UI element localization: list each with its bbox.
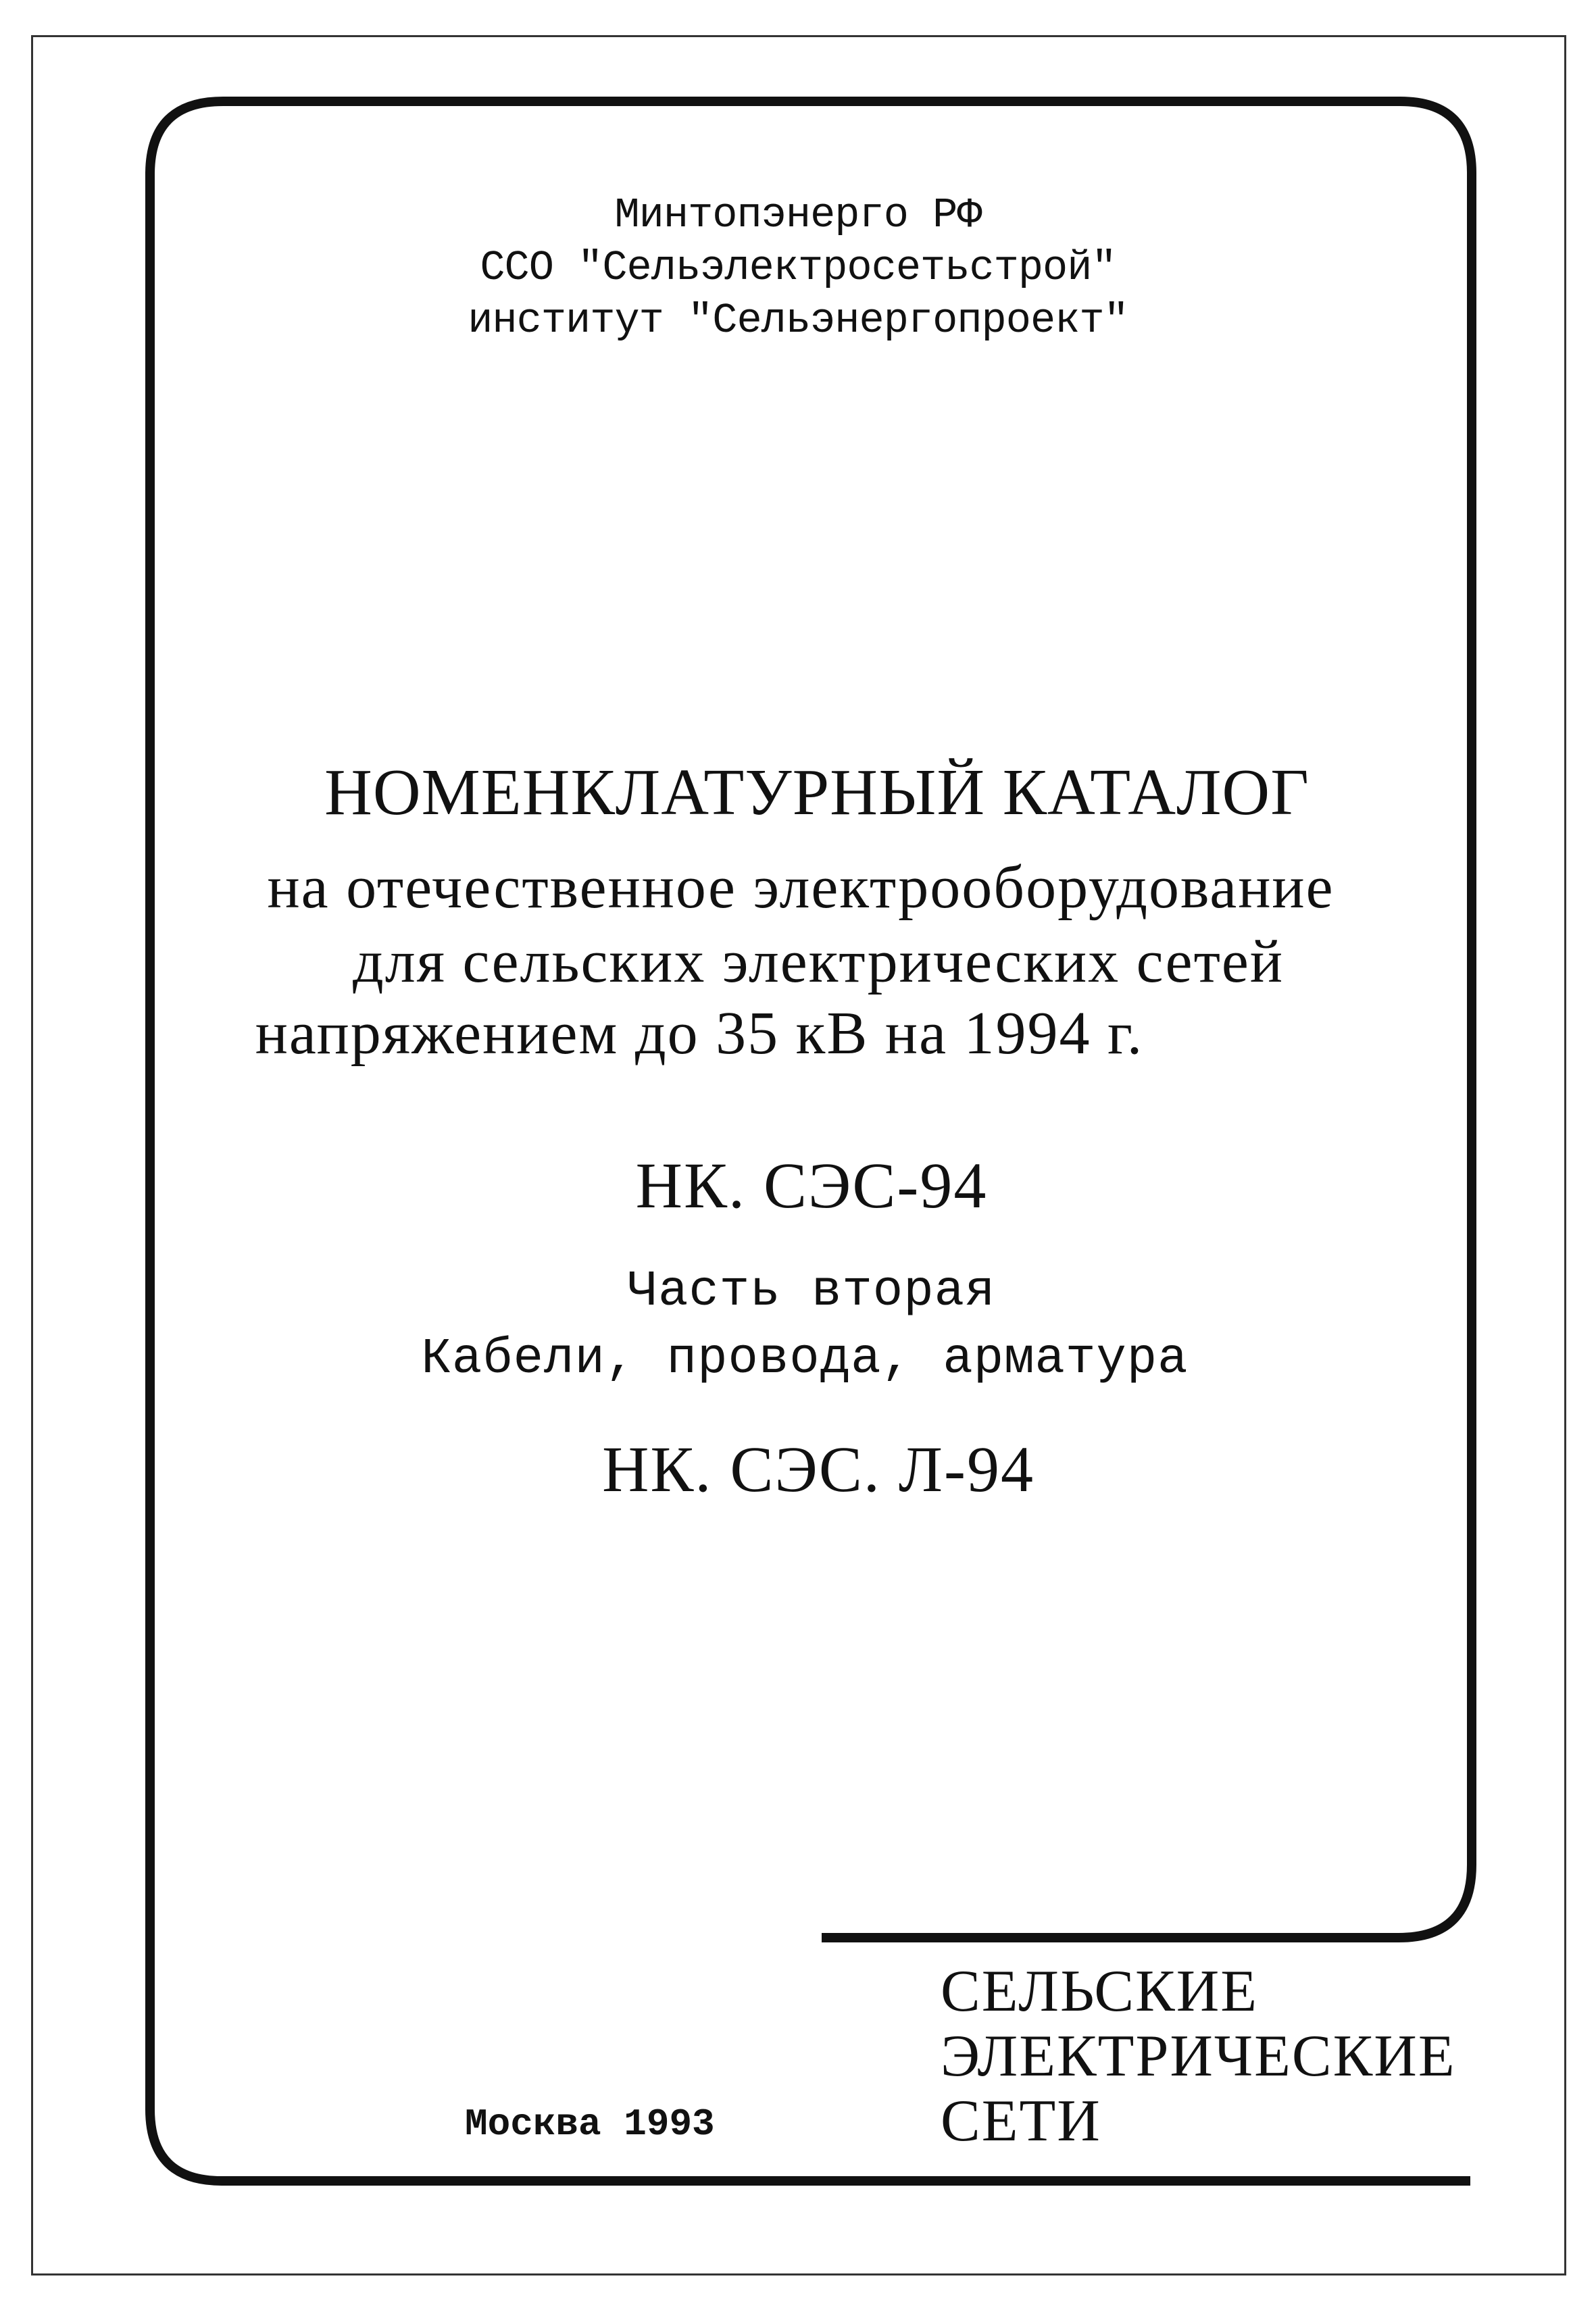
catalog-subtitle-line-1: на отечественное электрооборудование: [267, 854, 1335, 921]
catalog-code: НК. СЭС-94: [635, 1149, 988, 1222]
association-name: ССО "Сельэлектросетьстрой": [480, 244, 1116, 292]
catalog-title: НОМЕНКЛАТУРНЫЙ КАТАЛОГ: [324, 756, 1310, 829]
series-label-line-3: СЕТИ: [941, 2088, 1101, 2154]
institute-name: институт "Сельэнергопроект": [468, 297, 1128, 345]
part-subject: Кабели, провода, арматура: [421, 1331, 1189, 1388]
publication-place-year: Москва 1993: [465, 2103, 715, 2146]
series-label: [941, 1959, 1456, 2154]
catalog-subtitle-line-2: для сельских электрических сетей: [352, 928, 1285, 995]
series-label-line-2: ЭЛЕКТРИЧЕСКИЕ: [941, 2023, 1456, 2089]
series-label-line-1: СЕЛЬСКИЕ: [941, 1959, 1259, 2024]
part-number: Часть вторая: [627, 1263, 996, 1320]
frame-line: [150, 101, 1472, 2181]
part-code: НК. СЭС. Л-94: [602, 1433, 1034, 1505]
ministry-name: Минтопэнерго РФ: [614, 191, 982, 239]
catalog-subtitle-line-3: напряжением до 35 кВ на 1994 г.: [255, 1000, 1144, 1067]
